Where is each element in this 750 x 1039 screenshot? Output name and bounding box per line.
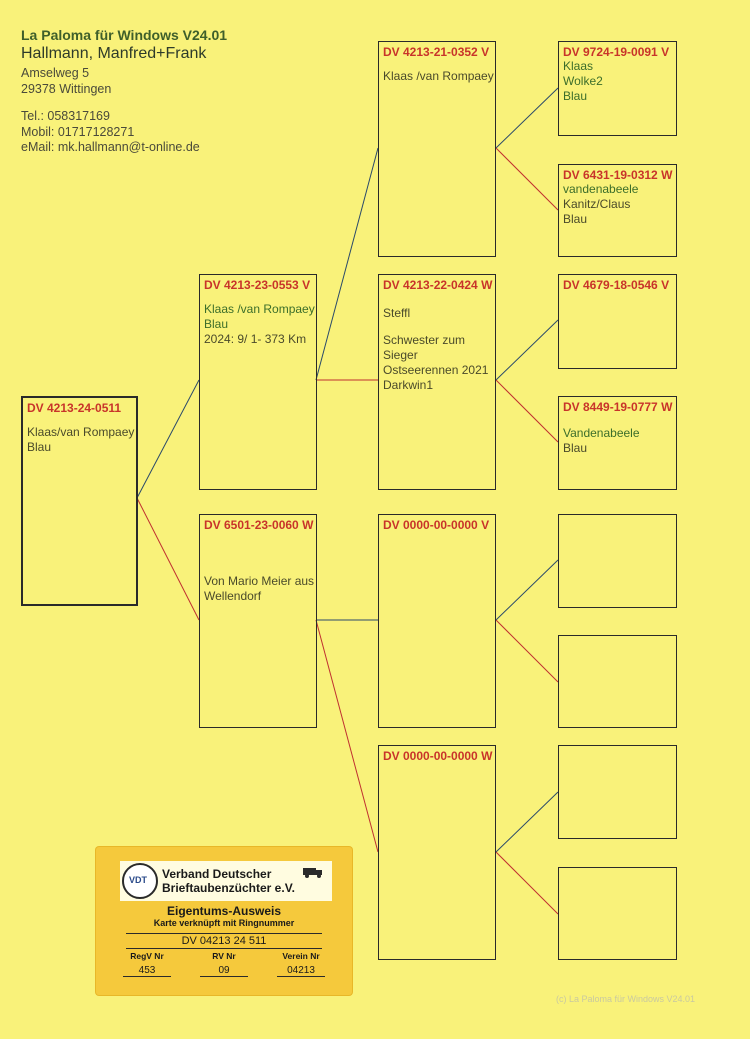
info-line: vandenabeele <box>563 182 639 196</box>
info-line: Vandenabeele <box>563 426 640 440</box>
association-logo-icon <box>122 863 158 899</box>
info-line: Klaas <box>563 59 594 73</box>
ring-number: DV 0000-00-0000 V <box>383 518 490 532</box>
pigeon-mfm[interactable] <box>558 635 677 728</box>
pigeon-main[interactable] <box>21 396 138 606</box>
owner-mobile: Mobil: 01717128271 <box>21 124 135 139</box>
owner-name: Hallmann, Manfred+Frank <box>21 45 207 62</box>
card-title: Eigentums-Ausweis <box>166 904 282 918</box>
org-name-line1: Verband Deutscher <box>162 867 272 881</box>
info-line: 2024: 9/ 1- 373 Km <box>204 332 307 346</box>
verein-value: 04213 <box>277 965 325 977</box>
info-line: Blau <box>563 89 588 103</box>
pigeon-mf[interactable] <box>378 514 496 728</box>
info-line: Klaas /van Rompaey <box>204 302 315 316</box>
app-title: La Paloma für Windows V24.01 <box>21 27 228 43</box>
verein-label: Verein Nr <box>282 951 320 961</box>
ring-number: DV 9724-19-0091 V <box>563 45 670 59</box>
ring-number: DV 6431-19-0312 W <box>563 168 673 182</box>
regv-value: 453 <box>123 965 171 977</box>
pigeon-mmf[interactable] <box>558 745 677 839</box>
info-line: Von Mario Meier aus <box>204 574 315 588</box>
ring-number: DV 4213-24-0511 <box>27 401 122 415</box>
ring-number: DV 4213-23-0553 V <box>204 278 311 292</box>
pigeon-mm[interactable] <box>378 745 496 960</box>
owner-email: eMail: mk.hallmann@t-online.de <box>21 140 200 154</box>
info-line: Wellendorf <box>204 589 262 603</box>
pigeon-ff[interactable] <box>378 41 496 257</box>
org-name-line2: Brieftaubenzüchter e.V. <box>162 881 295 895</box>
rv-value: 09 <box>200 965 248 977</box>
info-line: Blau <box>27 440 52 454</box>
ring-number: DV 4213-21-0352 V <box>383 45 490 59</box>
pigeon-fmm[interactable] <box>558 396 677 490</box>
info-line: Blau <box>204 317 229 331</box>
card-subtitle: Karte verknüpft mit Ringnummer <box>153 918 295 928</box>
info-line: Schwester zum <box>383 333 466 347</box>
info-line: Klaas/van Rompaey <box>27 425 135 439</box>
transport-truck-icon <box>302 865 324 879</box>
info-line: Sieger <box>383 348 418 362</box>
pigeon-ffm[interactable] <box>558 164 677 257</box>
ring-number: DV 6501-23-0060 W <box>204 518 314 532</box>
owner-phone: Tel.: 058317169 <box>21 109 110 123</box>
info-line: Steffl <box>383 306 411 320</box>
ring-number: DV 4213-22-0424 W <box>383 278 493 292</box>
pigeon-father[interactable] <box>199 274 317 490</box>
info-line: Darkwin1 <box>383 378 434 392</box>
owner-city: 29378 Wittingen <box>21 81 112 96</box>
regv-label: RegV Nr <box>130 951 164 961</box>
info-line: Wolke2 <box>563 74 603 88</box>
info-line: Blau <box>563 441 588 455</box>
pigeon-mother[interactable] <box>199 514 317 728</box>
info-line: Blau <box>563 212 588 226</box>
card-ring-number: DV 04213 24 511 <box>126 933 322 949</box>
ring-number: DV 4679-18-0546 V <box>563 278 670 292</box>
rv-label: RV Nr <box>212 951 236 961</box>
pigeon-fmf[interactable] <box>558 274 677 369</box>
pigeon-fff[interactable] <box>558 41 677 136</box>
pigeon-mmm[interactable] <box>558 867 677 960</box>
info-line: Ostseerennen 2021 <box>383 363 489 377</box>
copyright-footer: (c) La Paloma für Windows V24.01 <box>556 994 696 1004</box>
ring-number: DV 0000-00-0000 W <box>383 749 493 763</box>
ownership-card <box>96 847 352 995</box>
ring-number: DV 8449-19-0777 W <box>563 400 673 414</box>
owner-street: Amselweg 5 <box>21 66 90 80</box>
pigeon-mff[interactable] <box>558 514 677 608</box>
pigeon-fm[interactable] <box>378 274 496 490</box>
info-line: Kanitz/Claus <box>563 197 631 211</box>
info-line: Klaas /van Rompaey <box>383 69 494 83</box>
